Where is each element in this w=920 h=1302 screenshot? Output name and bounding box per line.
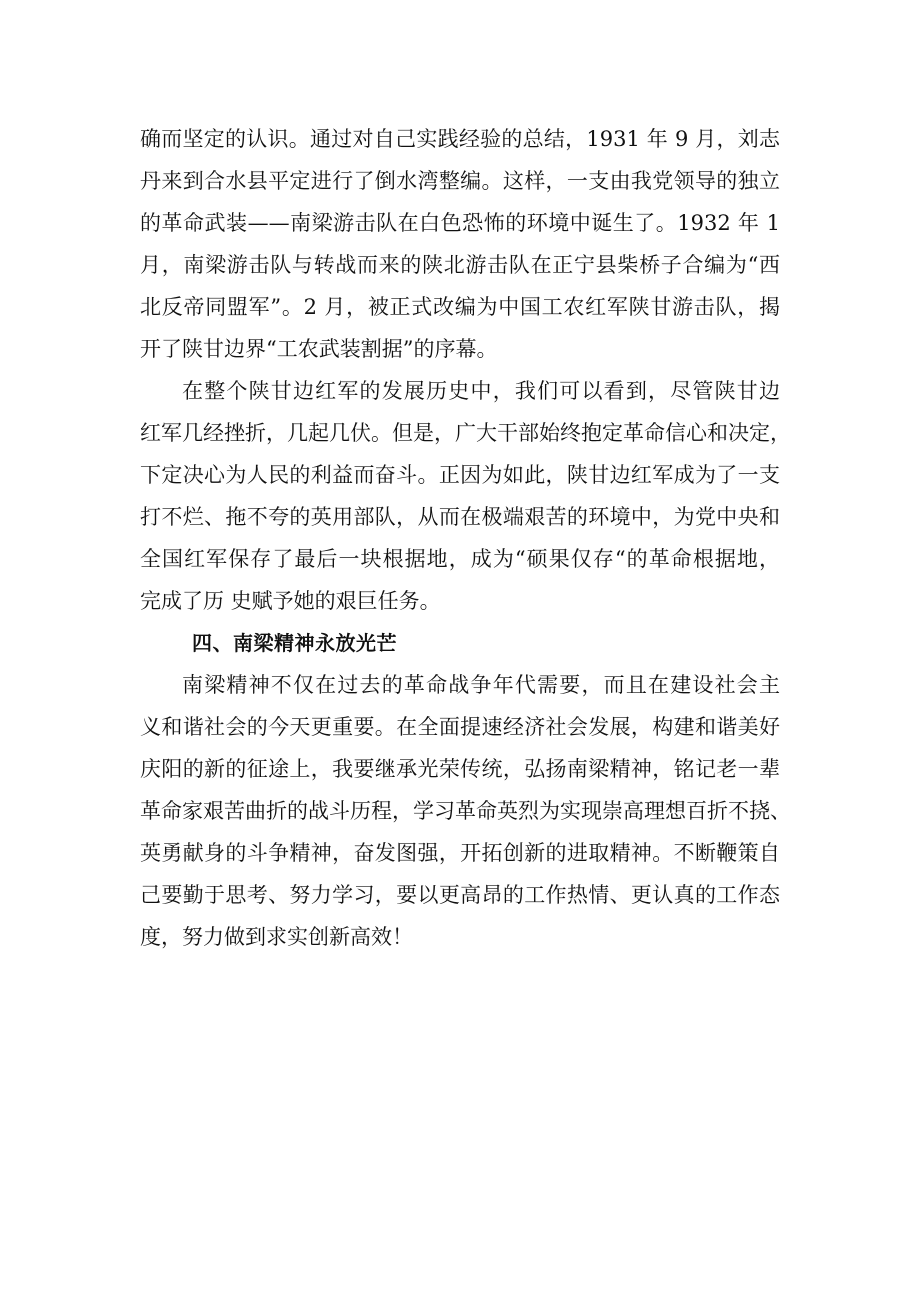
document-body [140,118,791,958]
text-line: 开了陕甘边界“工农武装割据”的序幕。 [140,337,498,361]
text-line: 庆阳的新的征途上，我要继承光荣传统，弘扬南梁精神，铭记老一辈 [140,757,780,781]
paragraph-red-army-history [140,370,791,622]
text-line: 北反帝同盟军”。2 月，被正式改编为中国工农红军陕甘游击队，揭 [140,295,780,319]
text-line: 义和谐社会的今天更重要。在全面提速经济社会发展，构建和谐美好 [140,715,780,739]
text-line: 丹来到合水县平定进行了倒水湾整编。这样，一支由我党领导的独立 [140,169,780,193]
text-line: 下定决心为人民的利益而奋斗。正因为如此，陕甘边红军成为了一支 [140,463,780,487]
text-line: 度，努力做到求实创新高效！ [140,925,413,949]
text-line: 全国红军保存了最后一块根据地，成为“硕果仅存“的革命根据地， [140,547,780,571]
section-heading: 四、南梁精神永放光芒 [192,631,397,655]
paragraph-continuation [140,118,780,370]
text-line: 打不烂、拖不夸的英用部队，从而在极端艰苦的环境中，为党中央和 [140,505,780,529]
text-line: 完成了历 史赋予她的艰巨任务。 [140,589,441,613]
text-line: 己要勤于思考、努力学习，要以更高昂的工作热情、更认真的工作态 [140,883,780,907]
text-line: 红军几经挫折，几起几伏。但是，广大干部始终抱定革命信心和决定， [140,421,791,445]
text-line: 英勇献身的斗争精神，奋发图强，开拓创新的进取精神。不断鞭策自 [140,841,780,865]
text-line: 在整个陕甘边红军的发展历史中，我们可以看到，尽管陕甘边 [182,379,780,403]
text-line: 革命家艰苦曲折的战斗历程，学习革命英烈为实现崇高理想百折不挠、 [140,799,791,823]
text-line: 南梁精神不仅在过去的革命战争年代需要，而且在建设社会主 [182,673,780,697]
text-line: 月，南梁游击队与转战而来的陕北游击队在正宁县柴桥子合编为“西 [140,253,780,277]
text-line: 的革命武装——南梁游击队在白色恐怖的环境中诞生了。1932 年 1 [140,211,780,235]
paragraph-nanliang-spirit [140,664,791,958]
text-line: 确而坚定的认识。通过对自己实践经验的总结，1931 年 9 月，刘志 [140,127,780,151]
